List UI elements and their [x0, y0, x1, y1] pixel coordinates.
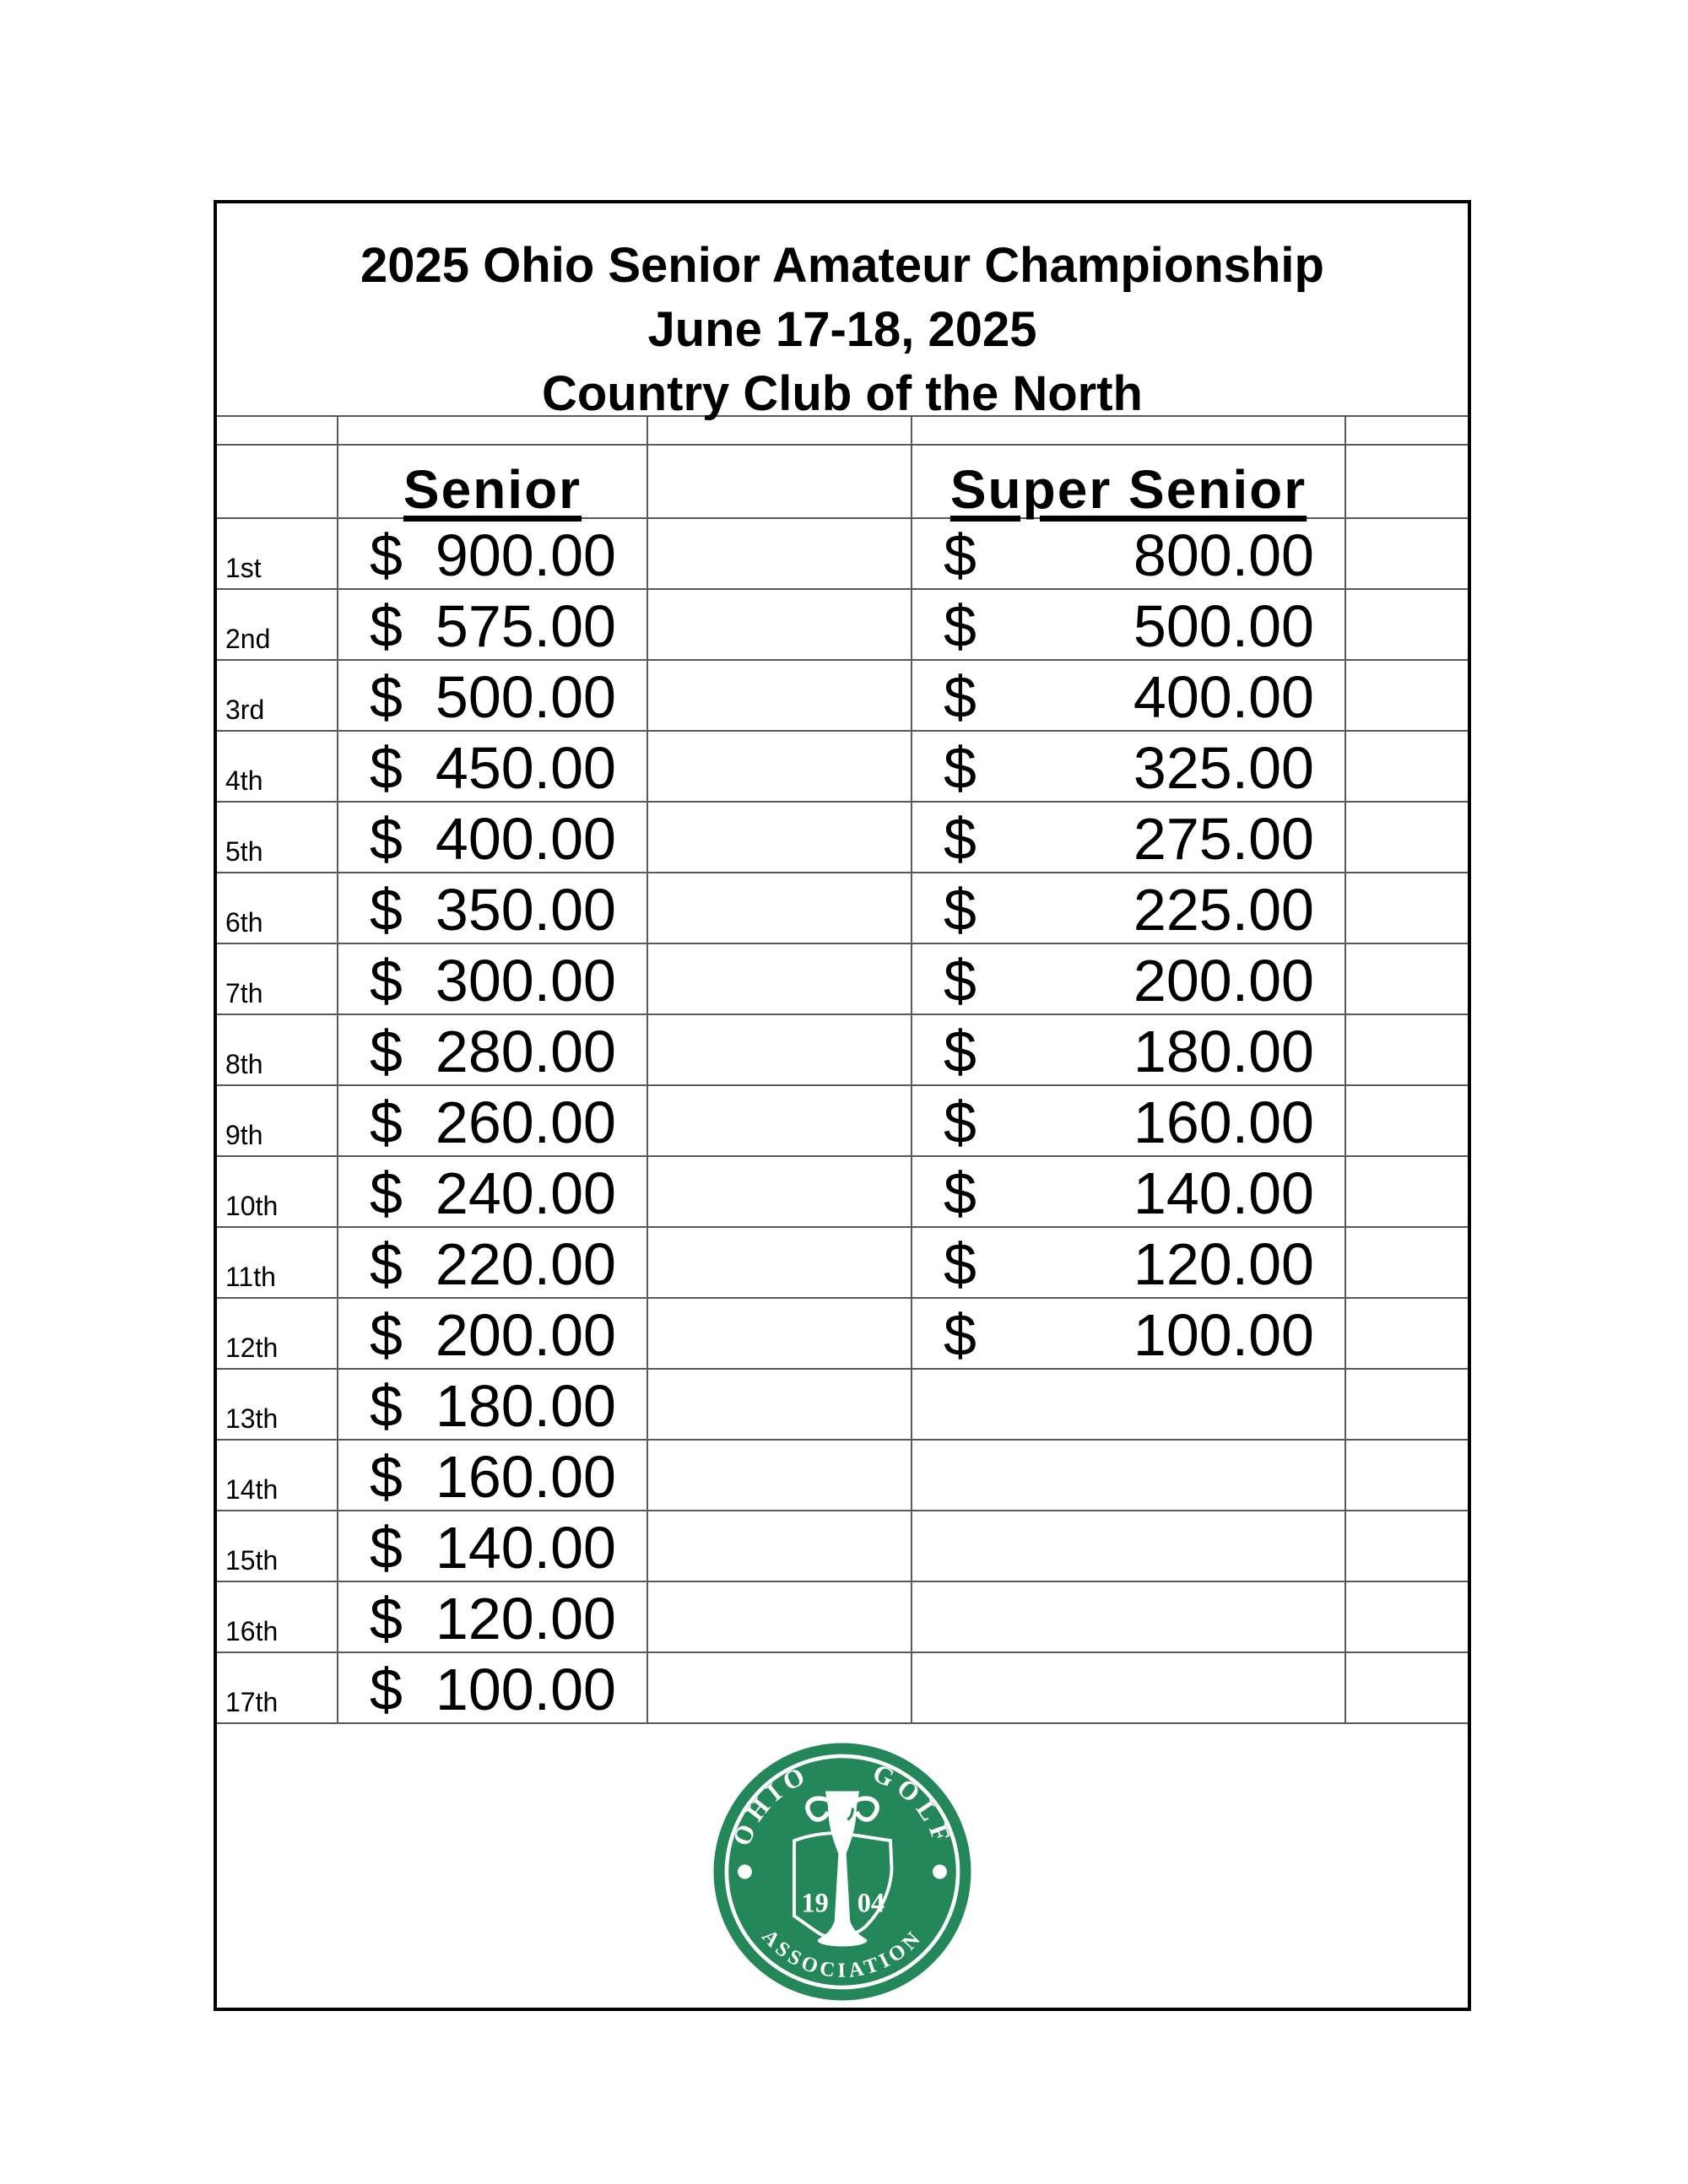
rank-label: 13th [225, 1403, 279, 1434]
senior-amount-cell [338, 1157, 648, 1226]
spacer-cell [217, 417, 338, 444]
blank-cell [648, 873, 912, 943]
rank-label: 1st [225, 553, 262, 583]
dollar-sign: $ [370, 1443, 403, 1510]
rank-cell [217, 732, 338, 801]
seal-text-golf: GOLF [868, 1758, 958, 1852]
rank-label: 9th [225, 1120, 263, 1150]
table-row [217, 1299, 1468, 1370]
rank-label: 16th [225, 1616, 279, 1646]
rank-label: 10th [225, 1191, 279, 1221]
super-senior-amount-cell [912, 519, 1346, 588]
blank-cell [1346, 1299, 1468, 1368]
blank-cell [648, 1299, 912, 1368]
super-senior-amount: 160.00 [1133, 1089, 1314, 1155]
table-row [217, 1653, 1468, 1724]
senior-amount: 350.00 [435, 876, 616, 943]
dollar-sign: $ [370, 1160, 403, 1226]
venue-name: Country Club of the North [541, 366, 1143, 421]
event-dates: June 17-18, 2025 [647, 302, 1037, 357]
blank-cell [648, 1582, 912, 1652]
super-senior-amount-cell [912, 1441, 1346, 1510]
prize-rows [217, 519, 1468, 1724]
blank-cell [648, 590, 912, 659]
spacer-cell [912, 417, 1346, 444]
senior-amount-cell [338, 944, 648, 1014]
senior-amount: 260.00 [435, 1089, 616, 1155]
senior-amount: 180.00 [435, 1372, 616, 1439]
rank-cell [217, 803, 338, 872]
senior-amount: 200.00 [435, 1301, 616, 1368]
rank-label: 14th [225, 1474, 279, 1505]
rank-cell [217, 1582, 338, 1652]
super-senior-amount: 180.00 [1133, 1018, 1314, 1084]
blank-cell [648, 1370, 912, 1439]
super-senior-amount-cell [912, 873, 1346, 943]
blank-cell [1346, 1441, 1468, 1510]
dollar-sign: $ [370, 592, 403, 659]
rank-cell [217, 1015, 338, 1084]
blank-cell [1346, 1370, 1468, 1439]
senior-amount: 140.00 [435, 1514, 616, 1581]
seal-dot-left [738, 1865, 752, 1879]
rank-cell [217, 1441, 338, 1510]
table-row [217, 661, 1468, 732]
senior-amount-cell [338, 803, 648, 872]
dollar-sign: $ [944, 663, 977, 730]
super-senior-amount: 225.00 [1133, 876, 1314, 943]
super-senior-amount: 275.00 [1133, 805, 1314, 872]
table-row [217, 1370, 1468, 1441]
senior-amount: 240.00 [435, 1160, 616, 1226]
title-block [217, 203, 1468, 421]
dollar-sign: $ [370, 1230, 403, 1297]
rank-label: 7th [225, 978, 263, 1008]
blank-cell [648, 1086, 912, 1155]
table-row [217, 1157, 1468, 1228]
rank-cell [217, 1511, 338, 1581]
senior-amount-cell [338, 1653, 648, 1722]
dollar-sign: $ [370, 1372, 403, 1439]
rank-cell [217, 1653, 338, 1722]
dollar-sign: $ [370, 1018, 403, 1084]
senior-amount: 300.00 [435, 947, 616, 1014]
senior-amount: 220.00 [435, 1230, 616, 1297]
dollar-sign: $ [370, 734, 403, 801]
seal-text-association: ASSOCIATION [757, 1925, 928, 1983]
super-senior-amount: 200.00 [1133, 947, 1314, 1014]
dollar-sign: $ [944, 805, 977, 872]
rank-label: 2nd [225, 624, 271, 654]
rank-cell [217, 944, 338, 1014]
senior-column-header: Senior [403, 458, 582, 520]
senior-amount-cell [338, 1370, 648, 1439]
senior-amount-cell [338, 1582, 648, 1652]
blank-cell [1346, 732, 1468, 801]
blank-cell [648, 1441, 912, 1510]
super-senior-amount: 120.00 [1133, 1230, 1314, 1297]
logo-area [217, 1724, 1468, 2008]
blank-cell [648, 944, 912, 1014]
senior-amount-cell [338, 1228, 648, 1297]
super-senior-amount: 500.00 [1133, 592, 1314, 659]
table-row [217, 1086, 1468, 1157]
super-senior-amount-cell [912, 803, 1346, 872]
seal-year-left: 19 [801, 1887, 829, 1918]
senior-amount-cell [338, 1299, 648, 1368]
dollar-sign: $ [370, 1514, 403, 1581]
senior-amount: 575.00 [435, 592, 616, 659]
dollar-sign: $ [944, 1018, 977, 1084]
rank-label: 8th [225, 1049, 263, 1079]
rank-cell [217, 590, 338, 659]
senior-amount-cell [338, 1441, 648, 1510]
table-row [217, 732, 1468, 803]
rank-cell [217, 519, 338, 588]
dollar-sign: $ [944, 1301, 977, 1368]
rank-label: 6th [225, 907, 263, 938]
blank-cell [1346, 1511, 1468, 1581]
rank-label: 17th [225, 1687, 279, 1717]
table-row [217, 873, 1468, 944]
super-senior-amount: 400.00 [1133, 663, 1314, 730]
blank-cell [1346, 1015, 1468, 1084]
dollar-sign: $ [944, 876, 977, 943]
blank-cell [648, 1228, 912, 1297]
senior-amount: 400.00 [435, 805, 616, 872]
senior-amount-cell [338, 661, 648, 730]
spacer-cell [338, 417, 648, 444]
blank-cell [1346, 1086, 1468, 1155]
table-row [217, 519, 1468, 590]
super-senior-amount-cell [912, 1015, 1346, 1084]
dollar-sign: $ [370, 805, 403, 872]
rank-cell [217, 1370, 338, 1439]
blank-cell [1346, 519, 1468, 588]
rank-label: 12th [225, 1333, 279, 1363]
rank-cell [217, 661, 338, 730]
senior-amount: 100.00 [435, 1656, 616, 1722]
dollar-sign: $ [944, 1089, 977, 1155]
senior-amount-cell [338, 590, 648, 659]
header-cell-blank [217, 446, 338, 517]
rank-cell [217, 1086, 338, 1155]
dollar-sign: $ [370, 1089, 403, 1155]
dollar-sign: $ [370, 947, 403, 1014]
blank-cell [1346, 661, 1468, 730]
senior-amount-cell [338, 873, 648, 943]
rank-label: 5th [225, 836, 263, 867]
table-row [217, 1228, 1468, 1299]
header-cell-blank [1346, 446, 1468, 517]
blank-cell [648, 1015, 912, 1084]
senior-amount-cell [338, 1511, 648, 1581]
dollar-sign: $ [944, 522, 977, 588]
senior-amount: 450.00 [435, 734, 616, 801]
table-row [217, 1441, 1468, 1511]
spacer-row [217, 417, 1468, 446]
super-senior-amount-cell [912, 1370, 1346, 1439]
dollar-sign: $ [944, 592, 977, 659]
senior-amount: 500.00 [435, 663, 616, 730]
rank-cell [217, 1299, 338, 1368]
dollar-sign: $ [370, 876, 403, 943]
senior-amount: 160.00 [435, 1443, 616, 1510]
blank-cell [648, 661, 912, 730]
table-row [217, 590, 1468, 661]
blank-cell [1346, 590, 1468, 659]
dollar-sign: $ [370, 663, 403, 730]
super-senior-amount-cell [912, 944, 1346, 1014]
header-cell-senior [338, 446, 648, 520]
prize-money-table [214, 200, 1471, 2011]
super-senior-amount-cell [912, 1582, 1346, 1652]
header-cell-super-senior [912, 446, 1346, 520]
rank-label: 3rd [225, 695, 265, 725]
table-row [217, 1015, 1468, 1086]
dollar-sign: $ [370, 1656, 403, 1722]
table-row [217, 1511, 1468, 1582]
blank-cell [1346, 1228, 1468, 1297]
senior-amount-cell [338, 519, 648, 588]
rank-label: 15th [225, 1545, 279, 1576]
blank-cell [648, 732, 912, 801]
spacer-cell [1346, 417, 1468, 444]
blank-cell [1346, 944, 1468, 1014]
blank-cell [648, 1653, 912, 1722]
senior-amount: 280.00 [435, 1018, 616, 1084]
dollar-sign: $ [944, 1160, 977, 1226]
super-senior-amount: 140.00 [1133, 1160, 1314, 1226]
super-senior-amount: 800.00 [1133, 522, 1314, 588]
blank-cell [648, 1157, 912, 1226]
ohio-golf-association-seal-icon [712, 1742, 972, 2002]
blank-cell [1346, 1653, 1468, 1722]
blank-cell [1346, 803, 1468, 872]
blank-cell [1346, 1157, 1468, 1226]
super-senior-amount-cell [912, 1299, 1346, 1368]
spacer-cell [648, 417, 912, 444]
rank-cell [217, 873, 338, 943]
super-senior-amount-cell [912, 1228, 1346, 1297]
senior-amount: 900.00 [435, 522, 616, 588]
super-senior-amount: 325.00 [1133, 734, 1314, 801]
dollar-sign: $ [370, 522, 403, 588]
senior-amount-cell [338, 732, 648, 801]
page-title: 2025 Ohio Senior Amateur Championship [360, 238, 1324, 293]
super-senior-amount: 100.00 [1133, 1301, 1314, 1368]
dollar-sign: $ [370, 1585, 403, 1652]
super-senior-amount-cell [912, 1511, 1346, 1581]
rank-cell [217, 1228, 338, 1297]
header-row [217, 446, 1468, 519]
table-row [217, 1582, 1468, 1653]
super-senior-amount-cell [912, 661, 1346, 730]
super-senior-amount-cell [912, 732, 1346, 801]
senior-amount: 120.00 [435, 1585, 616, 1652]
blank-cell [648, 519, 912, 588]
blank-cell [1346, 1582, 1468, 1652]
blank-cell [648, 803, 912, 872]
header-cell-blank [648, 446, 912, 517]
blank-cell [1346, 873, 1468, 943]
super-senior-amount-cell [912, 1653, 1346, 1722]
dollar-sign: $ [370, 1301, 403, 1368]
super-senior-column-header: Super Senior [950, 458, 1307, 520]
dollar-sign: $ [944, 947, 977, 1014]
rank-cell [217, 1157, 338, 1226]
senior-amount-cell [338, 1086, 648, 1155]
table-row [217, 803, 1468, 873]
dollar-sign: $ [944, 734, 977, 801]
rank-label: 4th [225, 765, 263, 796]
seal-text-ohio: OHIO [727, 1759, 815, 1851]
seal-year-right: 04 [857, 1887, 885, 1918]
rank-label: 11th [225, 1262, 276, 1292]
blank-cell [648, 1511, 912, 1581]
seal-dot-right [933, 1865, 947, 1879]
super-senior-amount-cell [912, 1086, 1346, 1155]
dollar-sign: $ [944, 1230, 977, 1297]
super-senior-amount-cell [912, 590, 1346, 659]
super-senior-amount-cell [912, 1157, 1346, 1226]
senior-amount-cell [338, 1015, 648, 1084]
table-row [217, 944, 1468, 1015]
